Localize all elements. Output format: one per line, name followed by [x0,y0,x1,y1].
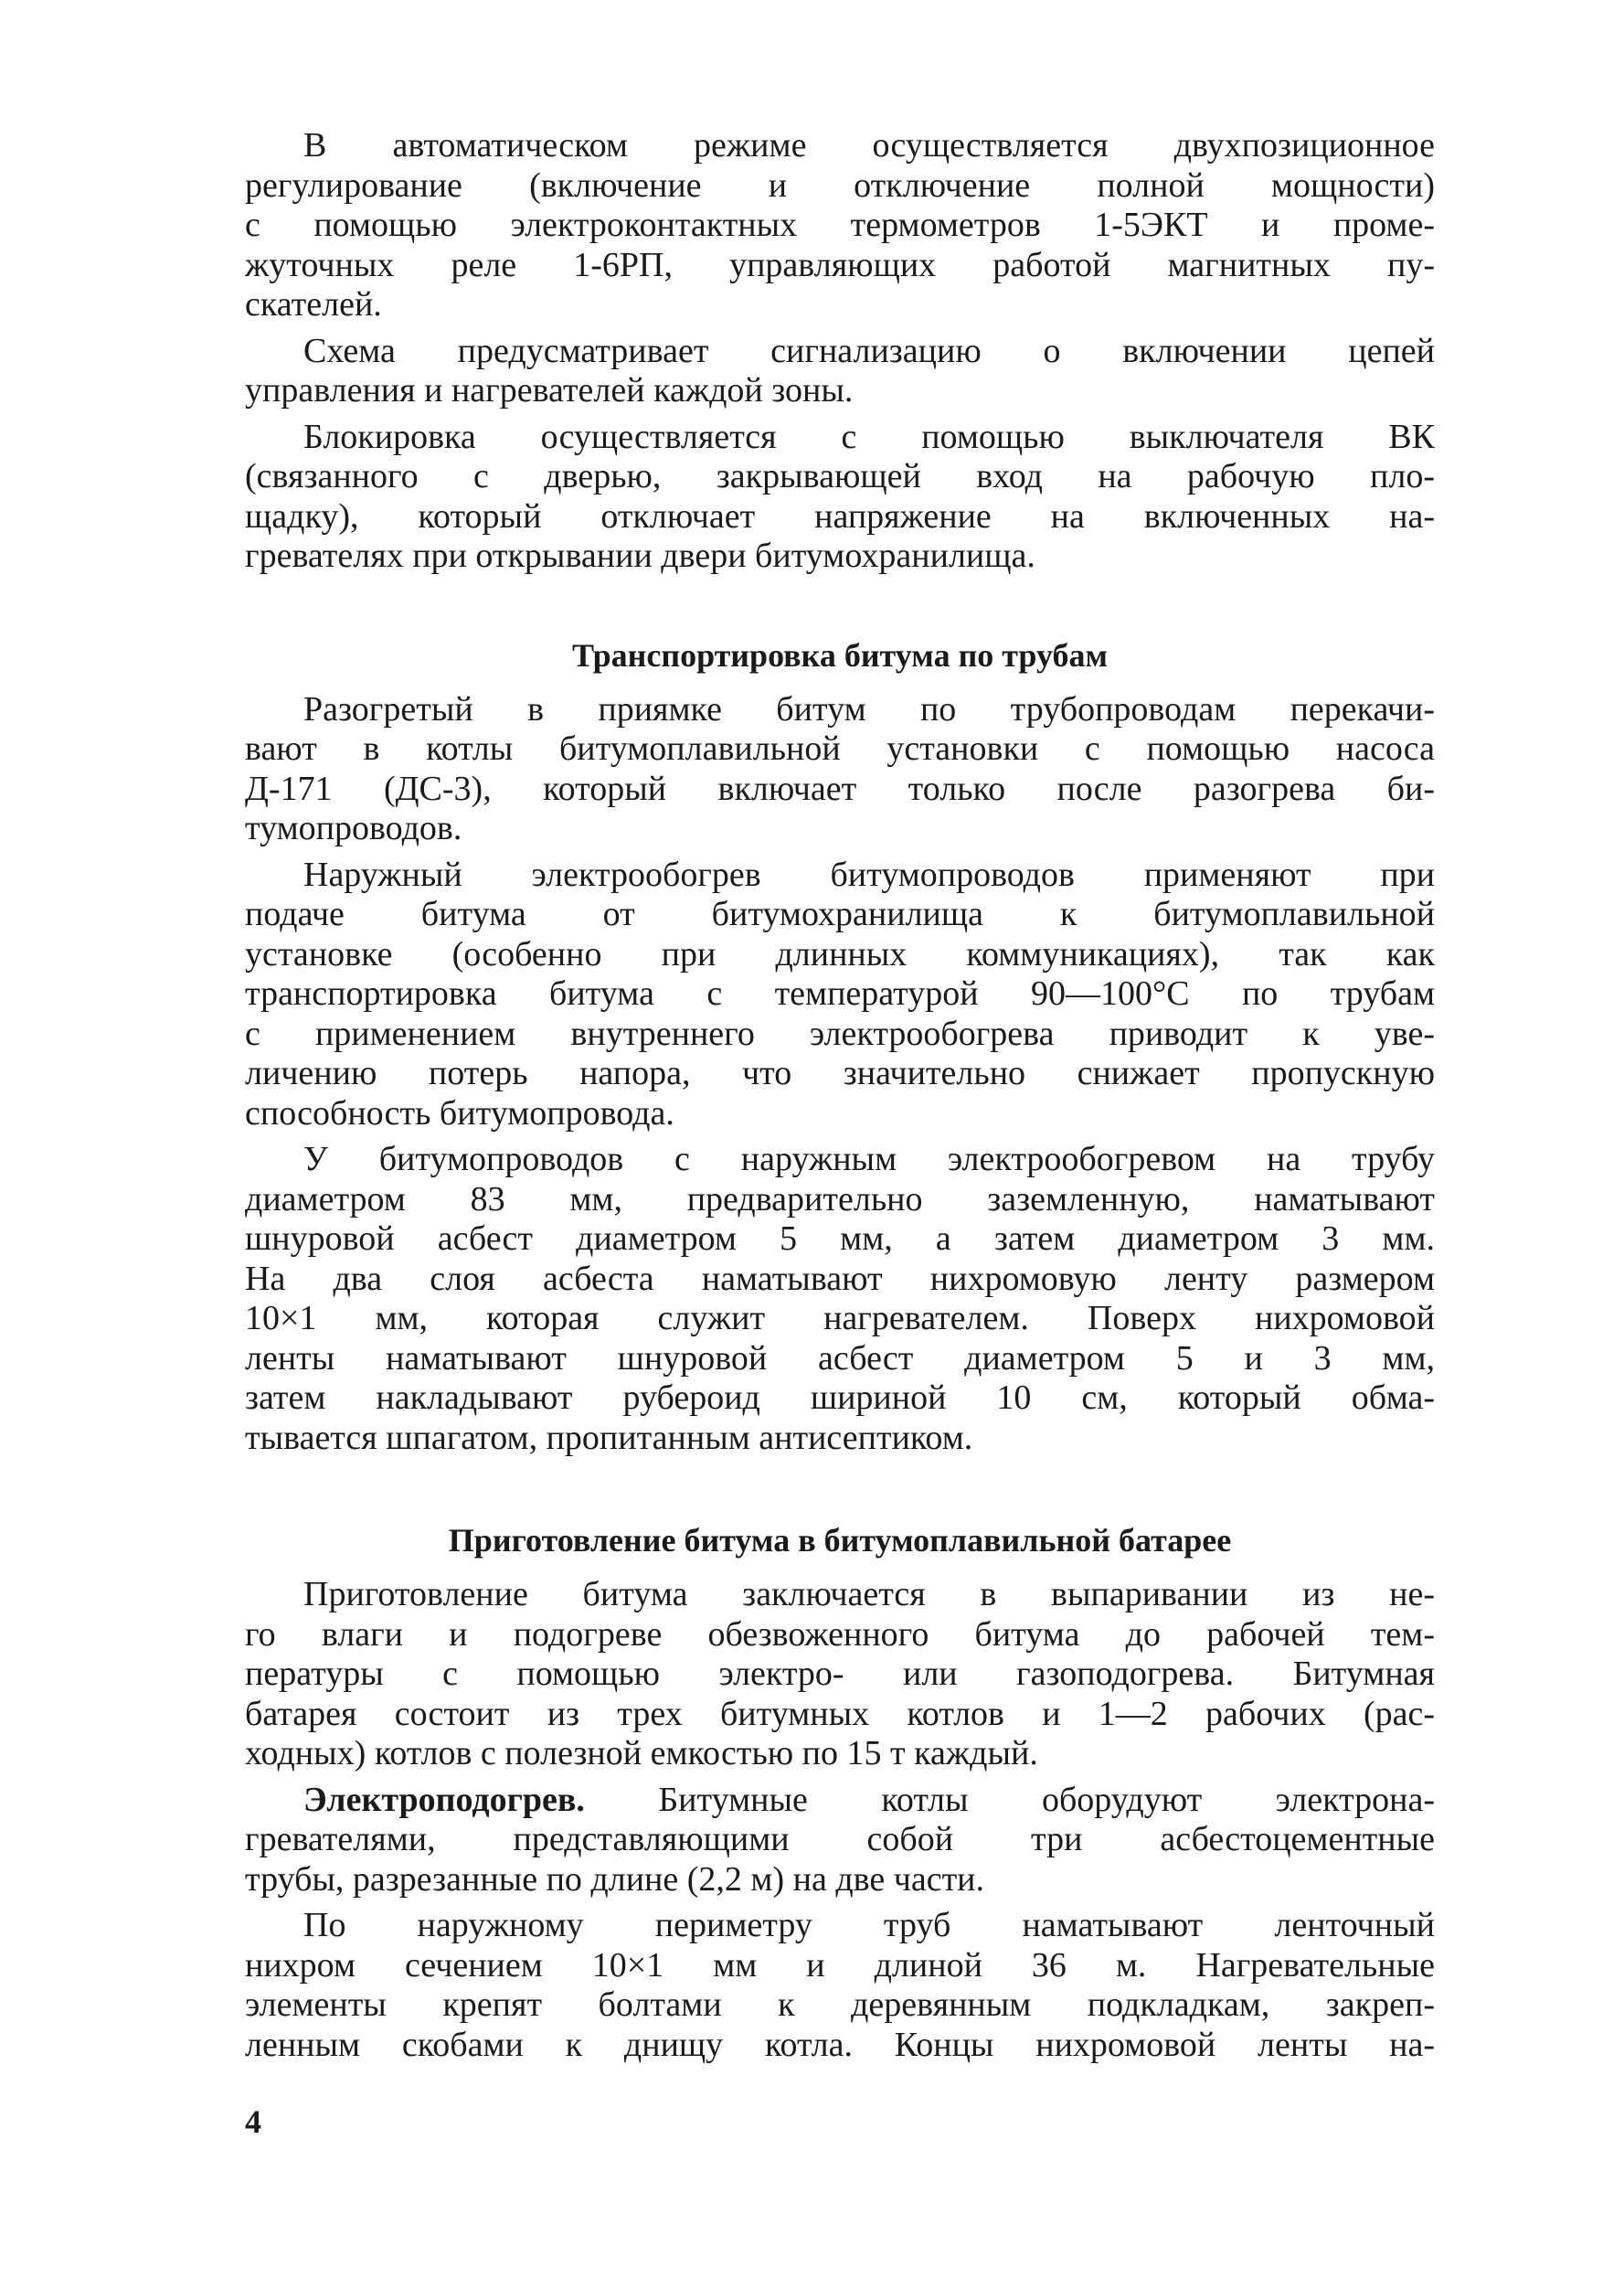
text-line: Схема предусматривает сигнализацию о включении цепей [303,331,1435,370]
text-line: ленты наматывают шнуровой асбест диаметром 5 и 3 мм, [245,1338,1435,1378]
paragraph [245,1781,1435,1900]
text-line: транспортировка битума с температурой 90—100°С по трубам [245,974,1435,1013]
paragraph [245,332,1435,411]
text-line: затем накладывают рубероид шириной 10 см, который обма- [245,1378,1435,1417]
text-line: скателей. [245,285,382,324]
paragraph [245,1575,1435,1774]
text-line: элементы крепят болтами к деревянным подкладкам, закреп- [245,1985,1435,2024]
text-run: Битумные котлы оборудуют электрона- [584,1780,1435,1819]
text-line: 10×1 мм, которая служит нагревателем. Поверх нихромовой [245,1299,1435,1337]
paragraph [245,1906,1435,2065]
text-line: ходных) котлов с полезной емкостью по 15 т каждый. [245,1734,1038,1772]
text-line: На два слоя асбеста наматывают нихромовую ленту размером [245,1259,1435,1298]
text-line: батарея состоит из трех битумных котлов и 1—2 рабочих (рас- [245,1694,1435,1733]
text-line: вают в котлы битумоплавильной установки с помощью насоса [245,729,1435,768]
paragraph [245,1140,1435,1458]
text-line: Наружный электрообогрев битумопроводов применяют при [303,855,1435,894]
text-line: тумопроводов. [245,809,462,847]
text-line: личению потерь напора, что значительно снижает пропускную [245,1054,1435,1092]
text-line: шнуровой асбест диаметром 5 мм, а затем диаметром 3 мм. [245,1219,1435,1258]
paragraph [245,690,1435,849]
text-line: Блокировка осуществляется с помощью выключателя ВК [303,417,1435,456]
text-line: способность битумопровода. [245,1093,674,1133]
text-line: ленным скобами к днищу котла. Концы нихромовой ленты на- [245,2025,1435,2064]
text-line: жуточных реле 1-6РП, управляющих работой магнитных пу- [245,245,1435,284]
text-column [245,126,1435,2071]
text-line: щадку), который отключает напряжение на включенных на- [245,496,1435,536]
text-line: установке (особенно при длинных коммуникациях), так как [245,934,1435,974]
text-line: Д-171 (ДС-3), который включает только после разогрева би- [245,769,1435,808]
text-line: По наружному периметру труб наматывают ленточный [303,1906,1435,1944]
text-line [245,1781,1435,1821]
text-line: го влаги и подогреве обезвоженного битума до рабочей тем- [245,1614,1435,1654]
text-line: гревателями, представляющими собой три асбестоцементные [245,1820,1435,1858]
run-in-heading: Электроподогрев. [303,1780,585,1819]
section-heading: Приготовление битума в битумоплавильной батарее [448,1522,1232,1559]
text-line: управления и нагревателей каждой зоны. [245,371,854,410]
text-line: Разогретый в приямке битум по трубопроводам перекачи- [303,689,1435,729]
text-line: (связанного с дверью, закрывающей вход на рабочую пло- [245,457,1435,495]
text-line: диаметром 83 мм, предварительно заземленную, наматывают [245,1179,1435,1218]
text-line: с применением внутреннего электрообогрева приводит к уве- [245,1014,1435,1053]
text-line: гревателях при открывании двери битумохранилища. [245,537,1035,575]
paragraph [245,126,1435,325]
text-line: подаче битума от битумохранилища к битумоплавильной [245,895,1435,933]
text-line: У битумопроводов с наружным электрообогревом на трубу [303,1140,1435,1178]
paragraph [245,856,1435,1134]
text-line: трубы, разрезанные по длине (2,2 м) на две части. [245,1859,985,1899]
paragraph [245,418,1435,577]
text-line: тывается шпагатом, пропитанным антисептиком. [245,1418,973,1457]
text-line: регулирование (включение и отключение полной мощности) [245,165,1435,205]
text-line: нихром сечением 10×1 мм и длиной 36 м. Нагревательные [245,1945,1435,1985]
text-line: с помощью электроконтактных термометров 1-5ЭКТ и проме- [245,206,1435,244]
page-number: 4 [245,2103,261,2140]
text-line: В автоматическом режиме осуществляется двухпозиционное [303,126,1435,165]
text-line: Приготовление битума заключается в выпаривании из не- [303,1575,1435,1613]
section-heading: Транспортировка битума по трубам [571,636,1109,674]
text-line: пературы с помощью электро- или газоподогрева. Битумная [245,1655,1435,1693]
